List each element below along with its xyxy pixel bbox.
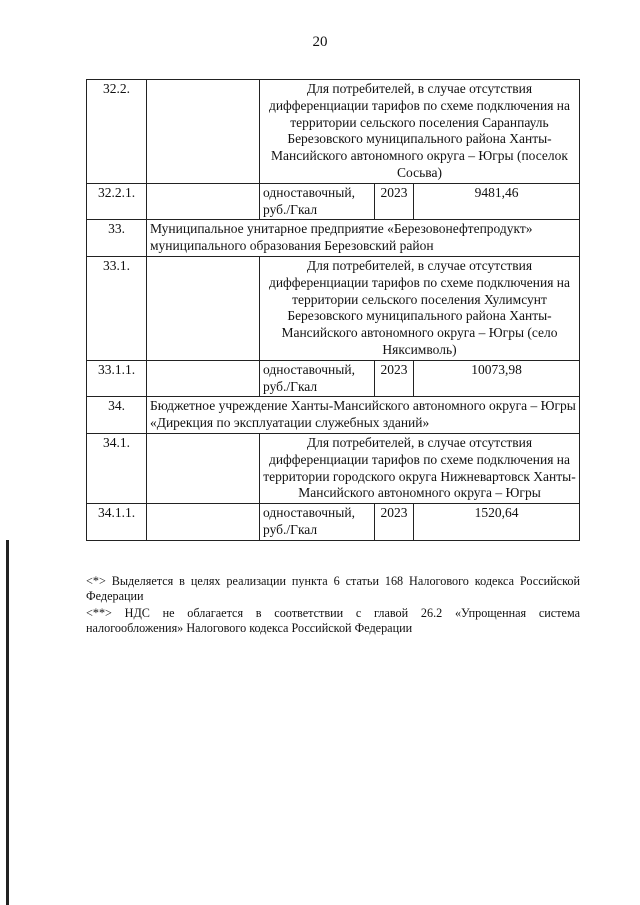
- page-number: 20: [312, 34, 328, 50]
- empty-cell: [147, 504, 260, 541]
- empty-cell: [147, 256, 260, 360]
- row-number: 34.1.: [87, 433, 147, 503]
- tariff-year: 2023: [375, 183, 414, 220]
- row-number: 34.1.1.: [87, 504, 147, 541]
- empty-cell: [147, 183, 260, 220]
- tariff-table: [86, 79, 580, 541]
- consumer-group-text: Для потребителей, в случае отсутствия дифференциации тарифов по схеме подключения на территории городского округа Нижневартовск Ханты-Мансийского автономного округа – Югры: [260, 433, 580, 503]
- table-row: [87, 360, 580, 397]
- row-number: 33.1.: [87, 256, 147, 360]
- consumer-group-text: Для потребителей, в случае отсутствия дифференциации тарифов по схеме подключения на территории сельского поселения Хулимсунт Березовского муниципального района Ханты-Мансийского автономного округа – Югры (село Няксимволь): [260, 256, 580, 360]
- tariff-price: 1520,64: [414, 504, 580, 541]
- row-number: 34.: [87, 397, 147, 434]
- tariff-unit: одноставочный, руб./Гкал: [260, 504, 375, 541]
- footnote-vat-allocated: <*> Выделяется в целях реализации пункта 6 статьи 168 Налогового кодекса Российской Федерации: [86, 574, 580, 603]
- tariff-price: 10073,98: [414, 360, 580, 397]
- table-row: [87, 504, 580, 541]
- table-row: [87, 433, 580, 503]
- footnote-vat-exempt: <**> НДС не облагается в соответствии с главой 26.2 «Упрощенная система налогообложения» Налогового кодекса Российской Федерации: [86, 606, 580, 635]
- organization-name: Бюджетное учреждение Ханты-Мансийского автономного округа – Югры «Дирекция по эксплуатации служебных зданий»: [147, 397, 580, 434]
- footnotes: [86, 574, 580, 638]
- organization-name: Муниципальное унитарное предприятие «Березовонефтепродукт» муниципального образования Березовский район: [147, 220, 580, 257]
- row-number: 32.2.1.: [87, 183, 147, 220]
- scan-margin-bar: [6, 540, 9, 905]
- tariff-price: 9481,46: [414, 183, 580, 220]
- table-row: [87, 183, 580, 220]
- tariff-unit: одноставочный, руб./Гкал: [260, 183, 375, 220]
- consumer-group-text: Для потребителей, в случае отсутствия дифференциации тарифов по схеме подключения на территории сельского поселения Саранпауль Березовского муниципального района Ханты-Мансийского автономного округа – Югры (поселок Сосьва): [260, 80, 580, 184]
- tariff-year: 2023: [375, 504, 414, 541]
- table-row: [87, 256, 580, 360]
- row-number: 32.2.: [87, 80, 147, 184]
- empty-cell: [147, 360, 260, 397]
- table-row: [87, 397, 580, 434]
- row-number: 33.1.1.: [87, 360, 147, 397]
- table-row: [87, 80, 580, 184]
- table-row: [87, 220, 580, 257]
- tariff-year: 2023: [375, 360, 414, 397]
- row-number: 33.: [87, 220, 147, 257]
- empty-cell: [147, 80, 260, 184]
- tariff-unit: одноставочный, руб./Гкал: [260, 360, 375, 397]
- empty-cell: [147, 433, 260, 503]
